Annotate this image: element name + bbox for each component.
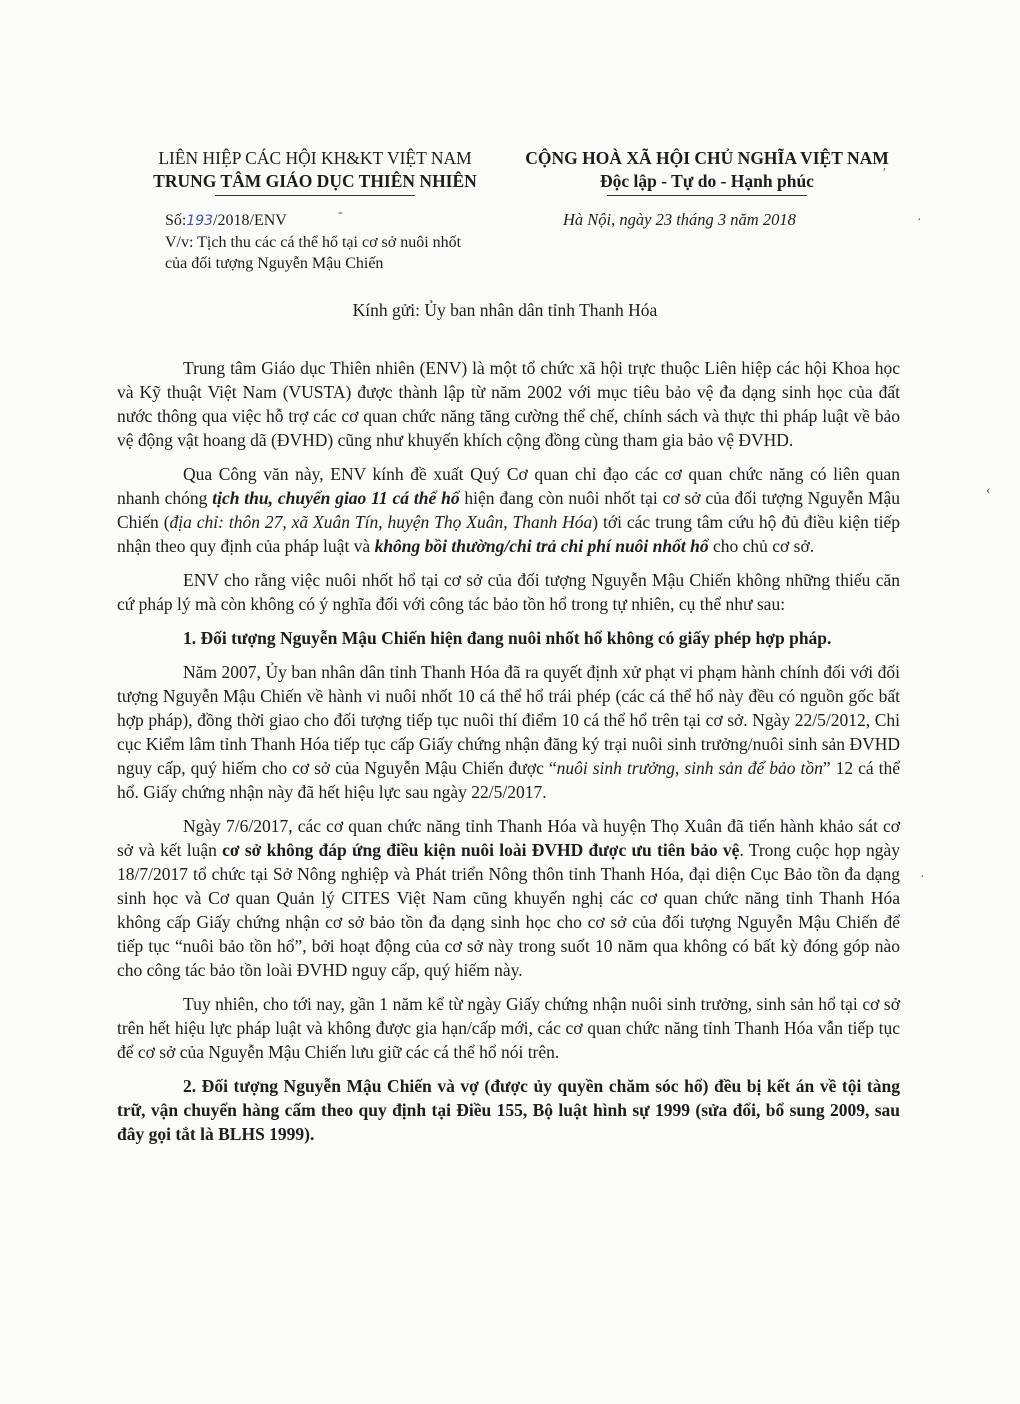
letter-body (117, 356, 900, 1156)
scan-speck: ‹ (986, 483, 991, 498)
emphasis-no-compensation: không bồi thường/chi trả chi phí nuôi nhốt hổ (374, 536, 709, 556)
scan-speck: · (920, 870, 925, 885)
sender-header (135, 147, 495, 196)
subject-line-1: V/v: Tịch thu các cá thể hổ tại cơ sở nuôi nhốt (165, 234, 462, 251)
addressee: Kính gửi: Ủy ban nhân dân tỉnh Thanh Hóa (352, 300, 658, 320)
paragraph-reasoning: ENV cho rằng việc nuôi nhốt hổ tại cơ sở của đối tượng Nguyễn Mậu Chiến không những thiếu căn cứ pháp lý mà còn không có ý nghĩa đối với công tác bảo tồn hổ trong tự nhiên, cụ thể như sau: (117, 570, 900, 614)
document-date: Hà Nội, ngày 23 tháng 3 năm 2018 (563, 210, 796, 229)
scan-speck: ′ (883, 166, 887, 181)
document-number (165, 210, 461, 232)
quote-italic: nuôi sinh trưởng, sinh sản để bảo tồn (556, 758, 823, 778)
section-heading-2: 2. Đối tượng Nguyễn Mậu Chiến và vợ (được ủy quyền chăm sóc hổ) đều bị kết án về tội tàng trữ, vận chuyển hàng cấm theo quy định tại Điều 155, Bộ luật hình sự 1999 (sửa đổi, bổ sung 2009, sau đây gọi tắt là BLHS 1999). (117, 1076, 900, 1144)
scan-speck: · (917, 213, 922, 228)
number-prefix: Số: (165, 212, 187, 229)
address-italic: địa chỉ: thôn 27, xã Xuân Tín, huyện Thọ Xuân, Thanh Hóa (169, 512, 593, 532)
section-heading-1: 1. Đối tượng Nguyễn Mậu Chiến hiện đang nuôi nhốt hổ không có giấy phép hợp pháp. (183, 628, 832, 648)
country-name: CỘNG HOÀ XÃ HỘI CHỦ NGHĨA VIỆT NAM (525, 148, 889, 168)
scan-speck: - (338, 205, 343, 220)
subject-line-2: của đối tượng Nguyễn Mậu Chiến (165, 255, 384, 272)
paragraph-intro: Trung tâm Giáo dục Thiên nhiên (ENV) là một tổ chức xã hội trực thuộc Liên hiệp các hội Khoa học và Kỹ thuật Việt Nam (VUSTA) được thành lập từ năm 2002 với mục tiêu bảo vệ đa dạng sinh học của đất nước thông qua việc hỗ trợ các cơ quan chức năng tăng cường thể chế, chính sách và thực thi pháp luật về bảo vệ động vật hoang dã (ĐVHD) cũng như khuyến khích cộng đồng cùng tham gia bảo vệ ĐVHD. (117, 358, 900, 450)
paragraph-status: Tuy nhiên, cho tới nay, gần 1 năm kể từ ngày Giấy chứng nhận nuôi sinh trưởng, sinh sản hổ tại cơ sở trên hết hiệu lực pháp luật và không được gia hạn/cấp mới, các cơ quan chức năng tỉnh Thanh Hóa vẫn tiếp tục để cơ sở của Nguyễn Mậu Chiến lưu giữ các cá thể hổ nói trên. (117, 994, 900, 1062)
paragraph-history: Năm 2007, Ủy ban nhân dân tỉnh Thanh Hóa đã ra quyết định xử phạt vi phạm hành chính đối với đối tượng Nguyễn Mậu Chiến về hành vi nuôi nhốt 10 cá thể hổ trái phép (các cá thể hổ này đều có nguồn gốc bất hợp pháp), đồng thời giao cho đối tượng tiếp tục nuôi thí điểm 10 cá thể hổ trên tại cơ sở. Ngày 22/5/2012, Chi cục Kiểm lâm tỉnh Thanh Hóa tiếp tục cấp Giấy chứng nhận đăng ký trại nuôi sinh trưởng/nuôi sinh sản ĐVHD nguy cấp, quý hiếm cho cơ sở của Nguyễn Mậu Chiến được “nuôi sinh trưởng, sinh sản để bảo tồn” 12 cá thể hổ. Giấy chứng nhận này đã hết hiệu lực sau ngày 22/5/2017. (117, 662, 901, 802)
organization-name: TRUNG TÂM GIÁO DỤC THIÊN NHIÊN (153, 171, 477, 191)
national-motto: Độc lập - Tự do - Hạnh phúc (600, 171, 814, 191)
parent-organization: LIÊN HIỆP CÁC HỘI KH&KT VIỆT NAM (158, 148, 472, 168)
paragraph-proposal: Qua Công văn này, ENV kính đề xuất Quý Cơ quan chỉ đạo các cơ quan chức năng có liên quan nhanh chóng tịch thu, chuyển giao 11 cá thể hổ hiện đang còn nuôi nhốt tại cơ sở của đối tượng Nguyễn Mậu Chiến (địa chỉ: thôn 27, xã Xuân Tín, huyện Thọ Xuân, Thanh Hóa) tới các trung tâm cứu hộ đủ điều kiện tiếp nhận theo quy định của pháp luật và không bồi thường/chi trả chi phí nuôi nhốt hổ cho chủ cơ sở. (117, 464, 900, 556)
national-header (512, 147, 902, 196)
emphasis-confiscate: tịch thu, chuyển giao 11 cá thể hổ (212, 488, 460, 508)
number-suffix: /2018/ENV (213, 212, 287, 229)
handwritten-number: 193 (186, 213, 214, 229)
header-underline (215, 195, 415, 196)
paragraph-survey: Ngày 7/6/2017, các cơ quan chức năng tỉnh Thanh Hóa và huyện Thọ Xuân đã tiến hành khảo sát cơ sở và kết luận cơ sở không đáp ứng điều kiện nuôi loài ĐVHD được ưu tiên bảo vệ. Trong cuộc họp ngày 18/7/2017 tổ chức tại Sở Nông nghiệp và Phát triển Nông thôn tỉnh Thanh Hóa, đại diện Cục Bảo tồn đa dạng sinh học và Cơ quan Quản lý CITES Việt Nam cũng khuyến nghị các cơ quan chức năng tỉnh Thanh Hóa không cấp Giấy chứng nhận cơ sở bảo tồn đa dạng sinh học cho cơ sở của đối tượng Nguyễn Mậu Chiến để tiếp tục “nuôi bảo tồn hổ”, bởi hoạt động của cơ sở này trong suốt 10 năm qua không có bất kỳ đóng góp nào cho công tác bảo tồn loài ĐVHD nguy cấp, quý hiếm này. (117, 816, 900, 980)
document-reference (165, 210, 461, 274)
emphasis-conclusion: cơ sở không đáp ứng điều kiện nuôi loài ĐVHD được ưu tiên bảo vệ (222, 840, 740, 860)
motto-underline (607, 195, 807, 196)
